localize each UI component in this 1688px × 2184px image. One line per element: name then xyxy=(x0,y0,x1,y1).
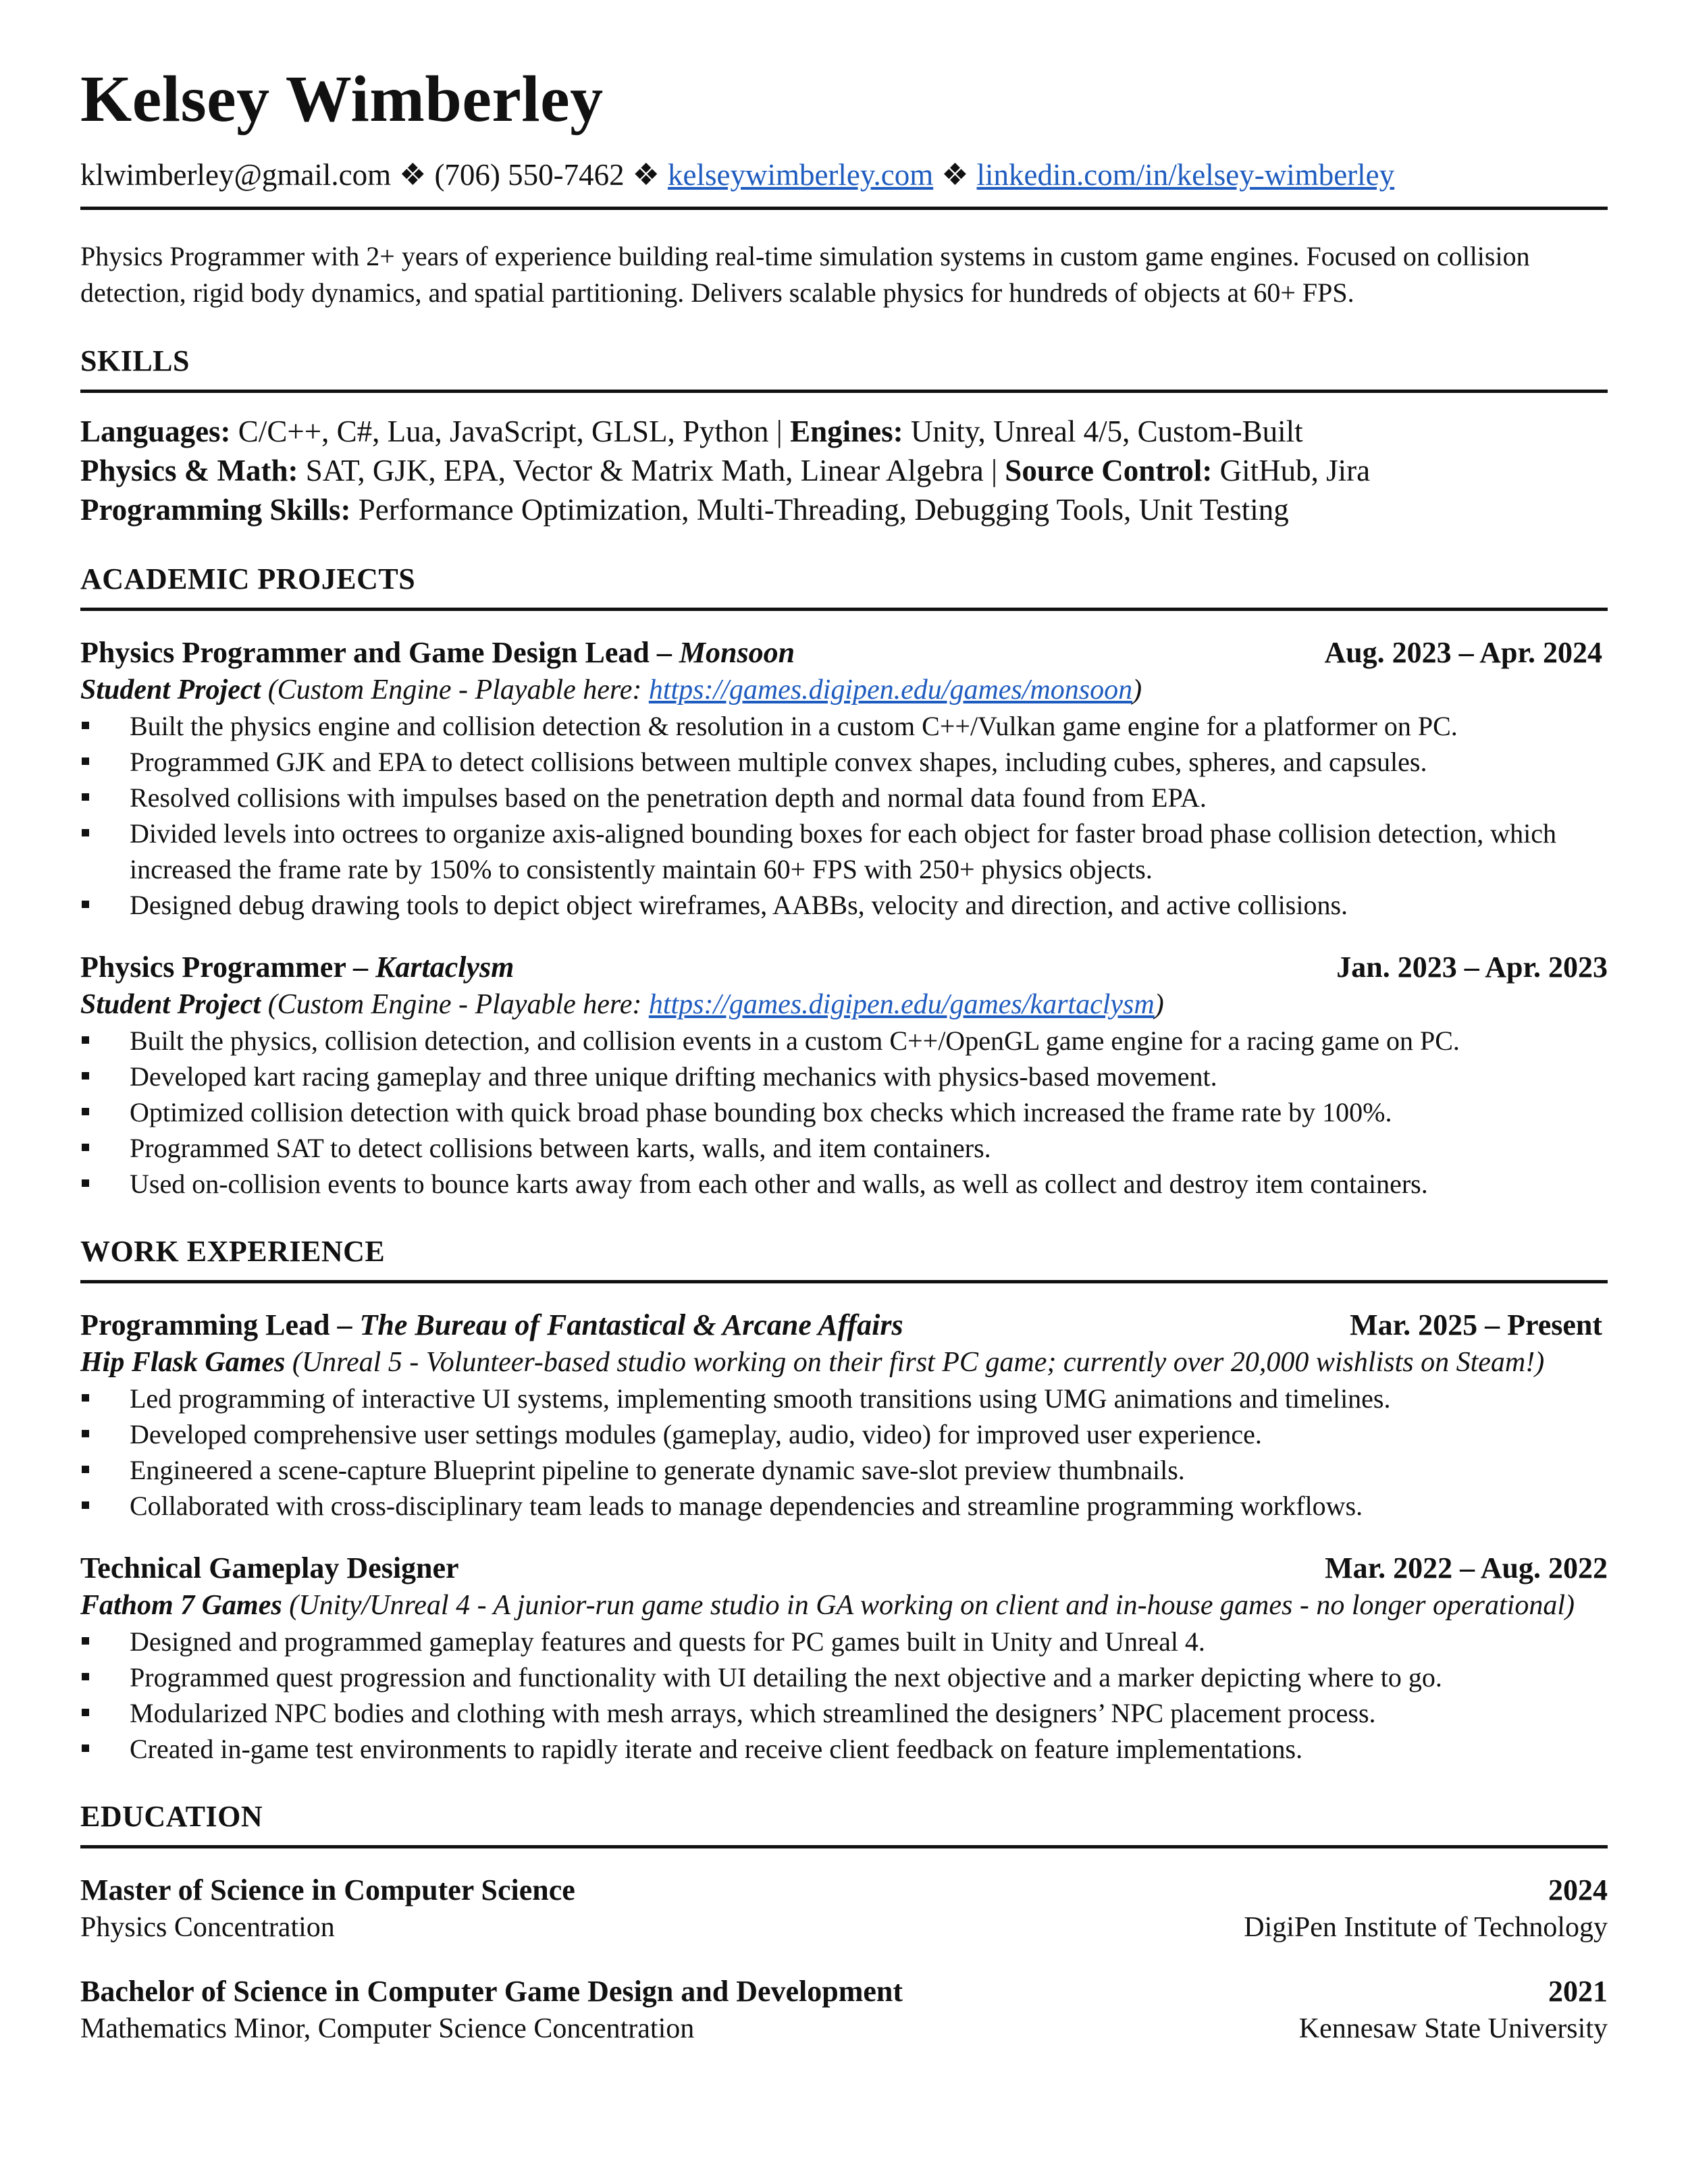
diamond-separator-icon: ❖ xyxy=(632,158,660,192)
list-item xyxy=(80,1624,1608,1659)
linkedin-link[interactable]: linkedin.com/in/kelsey-wimberley xyxy=(976,158,1395,192)
square-bullet-icon xyxy=(82,1501,89,1509)
skills-heading: SKILLS xyxy=(80,344,190,377)
project-entry-kartaclysm xyxy=(80,949,1608,1202)
programming-label: Programming Skills: xyxy=(80,492,351,527)
education-heading: EDUCATION xyxy=(80,1799,263,1833)
list-item xyxy=(80,708,1608,744)
list-item-text: Engineered a scene-capture Blueprint pipeline to generate dynamic save-slot preview thumbnails. xyxy=(130,1454,1185,1485)
graduation-year: 2021 xyxy=(1548,1974,1608,2008)
education-detail-row xyxy=(80,1909,1608,1946)
bullet-list xyxy=(80,1023,1608,1202)
list-item xyxy=(80,1023,1608,1059)
diamond-separator-icon: ❖ xyxy=(941,158,969,192)
entry-header xyxy=(80,1549,1608,1587)
list-item-text: Programmed quest progression and functionality with UI detailing the next objective and a marker depicting where to go. xyxy=(130,1661,1442,1693)
list-item-text: Resolved collisions with impulses based on the penetration depth and normal data found from EPA. xyxy=(130,782,1207,813)
square-bullet-icon xyxy=(82,1108,89,1115)
square-bullet-icon xyxy=(82,1036,89,1044)
entry-project-name: Kartaclysm xyxy=(375,950,515,984)
entry-project-name: The Bureau of Fantastical & Arcane Affairs xyxy=(359,1308,903,1341)
list-item xyxy=(80,1059,1608,1094)
list-item-text: Collaborated with cross-disciplinary team leads to manage dependencies and streamline programming workflows. xyxy=(130,1490,1363,1521)
candidate-name: Kelsey Wimberley xyxy=(80,63,604,136)
graduation-year: 2024 xyxy=(1548,1873,1608,1907)
school-name: Kennesaw State University xyxy=(1298,2013,1608,2044)
list-item xyxy=(80,1695,1608,1731)
entry-desc-close: ) xyxy=(1132,674,1142,705)
list-item-text: Built the physics engine and collision detection & resolution in a custom C++/Vulkan game engine for a platformer on PC. xyxy=(130,710,1458,741)
entry-org: Student Project xyxy=(80,988,261,1020)
list-item-text: Developed kart racing gameplay and three unique drifting mechanics with physics-based movement. xyxy=(130,1061,1217,1092)
entry-dates: Mar. 2025 – Present xyxy=(1350,1308,1602,1341)
square-bullet-icon xyxy=(82,1144,89,1151)
website-link[interactable]: kelseywimberley.com xyxy=(668,158,934,192)
engines-value: Unity, Unreal 4/5, Custom-Built xyxy=(903,414,1303,448)
square-bullet-icon xyxy=(82,1466,89,1473)
entry-role: Physics Programmer – xyxy=(80,950,376,984)
programming-value: Performance Optimization, Multi-Threading, Debugging Tools, Unit Testing xyxy=(350,492,1289,527)
list-item-text: Programmed GJK and EPA to detect collisions between multiple convex shapes, including cubes, spheres, and capsules. xyxy=(130,746,1427,777)
section-divider xyxy=(80,390,1608,393)
list-item-text: Designed debug drawing tools to depict object wireframes, AABBs, velocity and direction, and active collisions. xyxy=(130,889,1348,920)
square-bullet-icon xyxy=(82,1744,89,1752)
bullet-list xyxy=(80,708,1608,923)
entry-dates: Aug. 2023 – Apr. 2024 xyxy=(1324,635,1602,669)
list-item-text: Used on-collision events to bounce karts away from each other and walls, as well as collect and destroy item containers. xyxy=(130,1168,1428,1199)
degree-title: Bachelor of Science in Computer Game Design and Development xyxy=(80,1974,903,2008)
entry-desc: (Custom Engine - Playable here: xyxy=(261,988,649,1020)
list-item xyxy=(80,1659,1608,1695)
languages-label: Languages: xyxy=(80,414,231,448)
entry-subtitle xyxy=(80,1344,1608,1381)
entry-title xyxy=(80,949,514,986)
entry-header xyxy=(80,634,1608,672)
square-bullet-icon xyxy=(82,1072,89,1080)
square-bullet-icon xyxy=(82,757,89,765)
entry-org: Hip Flask Games xyxy=(80,1346,286,1378)
section-divider xyxy=(80,608,1608,611)
entry-desc: (Unity/Unreal 4 - A junior-run game studio in GA working on client and in-house games - no longer operational) xyxy=(282,1589,1575,1621)
work-experience-heading: WORK EXPERIENCE xyxy=(80,1234,386,1268)
education-entry-bachelors xyxy=(80,1973,1608,2047)
skills-line-physics xyxy=(80,451,1608,490)
entry-subtitle xyxy=(80,986,1608,1023)
entry-title xyxy=(80,634,795,672)
playable-link[interactable]: https://games.digipen.edu/games/monsoon xyxy=(648,674,1133,705)
list-item xyxy=(80,1416,1608,1452)
entry-role: Physics Programmer and Game Design Lead – xyxy=(80,635,679,669)
degree-title: Master of Science in Computer Science xyxy=(80,1873,575,1907)
entry-role: Programming Lead – xyxy=(80,1308,360,1341)
list-item xyxy=(80,1130,1608,1166)
list-item-text: Led programming of interactive UI systems, implementing smooth transitions using UMG animations and timelines. xyxy=(130,1383,1391,1414)
source-control-label: Source Control: xyxy=(1005,453,1213,487)
square-bullet-icon xyxy=(82,1179,89,1187)
square-bullet-icon xyxy=(82,1430,89,1437)
list-item xyxy=(80,1488,1608,1524)
entry-title xyxy=(80,1306,903,1344)
entry-dates: Jan. 2023 – Apr. 2023 xyxy=(1336,950,1608,984)
square-bullet-icon xyxy=(82,829,89,836)
physics-value: SAT, GJK, EPA, Vector & Matrix Math, Linear Algebra | xyxy=(298,453,1005,487)
academic-projects-heading: ACADEMIC PROJECTS xyxy=(80,562,416,595)
entry-subtitle xyxy=(80,1587,1608,1624)
list-item xyxy=(80,887,1608,923)
education-header xyxy=(80,1871,1608,1909)
list-item xyxy=(80,816,1608,887)
playable-link[interactable]: https://games.digipen.edu/games/kartaclysm xyxy=(648,988,1155,1020)
entry-subtitle xyxy=(80,672,1608,708)
email-text: klwimberley@gmail.com xyxy=(80,158,392,192)
list-item xyxy=(80,1452,1608,1488)
list-item-text: Optimized collision detection with quick broad phase bounding box checks which increased the frame rate by 100%. xyxy=(130,1096,1392,1127)
header-divider xyxy=(80,207,1608,210)
skills-line-programming xyxy=(80,490,1608,529)
entry-title: Technical Gameplay Designer xyxy=(80,1551,459,1584)
resume-content xyxy=(80,63,1608,2047)
square-bullet-icon xyxy=(82,901,89,908)
engines-label: Engines: xyxy=(790,414,903,448)
square-bullet-icon xyxy=(82,793,89,801)
section-divider xyxy=(80,1845,1608,1848)
degree-detail: Physics Concentration xyxy=(80,1911,335,1943)
entry-dates: Mar. 2022 – Aug. 2022 xyxy=(1325,1551,1608,1584)
entry-desc: (Custom Engine - Playable here: xyxy=(261,674,649,705)
list-item xyxy=(80,1381,1608,1416)
entry-org: Student Project xyxy=(80,674,261,705)
education-detail-row xyxy=(80,2010,1608,2047)
entry-desc: (Unreal 5 - Volunteer-based studio working on their first PC game; currently over 20,000 wishlists on Steam!) xyxy=(285,1346,1545,1378)
skills-block xyxy=(80,412,1608,529)
summary-paragraph: Physics Programmer with 2+ years of experience building real-time simulation systems in custom game engines. Focused on collision detection, rigid body dynamics, and spatial partitioning. Delivers scalable physics for hundreds of objects at 60+ FPS. xyxy=(80,240,1530,308)
list-item-text: Divided levels into octrees to organize axis-aligned bounding boxes for each object for faster broad phase collision detection, which increased the frame rate by 150% to consistently maintain 60+ FPS with 250+ physics objects. xyxy=(130,818,1557,884)
bullet-list xyxy=(80,1624,1608,1767)
square-bullet-icon xyxy=(82,1394,89,1402)
skills-line-languages xyxy=(80,412,1608,451)
list-item-text: Modularized NPC bodies and clothing with mesh arrays, which streamlined the designers’ NPC placement process. xyxy=(130,1697,1376,1728)
degree-detail: Mathematics Minor, Computer Science Concentration xyxy=(80,2013,695,2044)
education-entry-masters xyxy=(80,1871,1608,1946)
entry-desc-close: ) xyxy=(1154,988,1164,1020)
list-item-text: Developed comprehensive user settings modules (gameplay, audio, video) for improved user experience. xyxy=(130,1418,1262,1449)
list-item-text: Programmed SAT to detect collisions between karts, walls, and item containers. xyxy=(130,1132,991,1163)
phone-text: (706) 550-7462 xyxy=(434,158,625,192)
entry-header xyxy=(80,949,1608,986)
list-item-text: Designed and programmed gameplay features and quests for PC games built in Unity and Unreal 4. xyxy=(130,1626,1205,1657)
contact-line xyxy=(80,158,1608,193)
square-bullet-icon xyxy=(82,1709,89,1716)
education-header xyxy=(80,1973,1608,2010)
work-entry-hip-flask xyxy=(80,1306,1608,1524)
source-control-value: GitHub, Jira xyxy=(1212,453,1371,487)
bullet-list xyxy=(80,1381,1608,1524)
square-bullet-icon xyxy=(82,1673,89,1680)
work-entry-fathom-7 xyxy=(80,1549,1608,1767)
section-divider xyxy=(80,1280,1608,1283)
list-item-text: Built the physics, collision detection, and collision events in a custom C++/OpenGL game engine for a racing game on PC. xyxy=(130,1025,1460,1056)
school-name: DigiPen Institute of Technology xyxy=(1244,1911,1608,1943)
entry-header xyxy=(80,1306,1608,1344)
list-item xyxy=(80,1094,1608,1130)
list-item xyxy=(80,1731,1608,1767)
list-item xyxy=(80,1166,1608,1202)
diamond-separator-icon: ❖ xyxy=(399,158,427,192)
languages-value: C/C++, C#, Lua, JavaScript, GLSL, Python | xyxy=(230,414,791,448)
square-bullet-icon xyxy=(82,722,89,729)
list-item xyxy=(80,744,1608,780)
physics-label: Physics & Math: xyxy=(80,453,298,487)
entry-org: Fathom 7 Games xyxy=(80,1589,282,1621)
entry-project-name: Monsoon xyxy=(679,635,795,669)
square-bullet-icon xyxy=(82,1637,89,1645)
list-item-text: Created in-game test environments to rapidly iterate and receive client feedback on feature implementations. xyxy=(130,1733,1303,1764)
project-entry-monsoon xyxy=(80,634,1608,923)
list-item xyxy=(80,780,1608,816)
